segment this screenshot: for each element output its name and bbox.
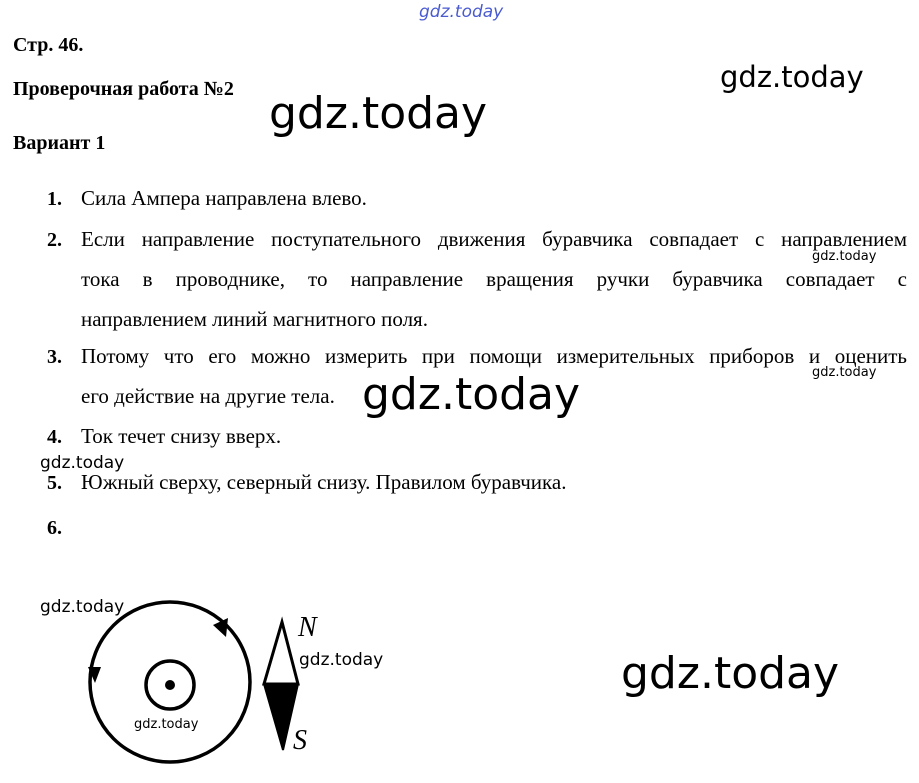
answer-number-1: 1.: [47, 188, 62, 210]
answer-2-line-2: тока в проводнике, то направление вращения ручки буравчика совпадает с: [81, 267, 907, 291]
work-title: Проверочная работа №2: [13, 78, 234, 100]
answer-3-line-1: Потому что его можно измерить при помощи измерительных приборов и оценить: [81, 344, 907, 368]
watermark-large-3: gdz.today: [621, 648, 840, 699]
watermark-small-2: gdz.today: [812, 365, 877, 380]
watermark-small-5: gdz.today: [299, 650, 384, 670]
pole-south-label: S: [293, 725, 307, 756]
answer-4-line-1: Ток течет снизу вверх.: [81, 424, 282, 448]
answer-2-line-3: направлением линий магнитного поля.: [81, 307, 428, 331]
answer-number-3: 3.: [47, 346, 62, 368]
pole-north-label: N: [298, 612, 317, 643]
watermark-top: gdz.today: [419, 2, 504, 22]
answer-5-line-1: Южный сверху, северный снизу. Правилом буравчика.: [81, 470, 567, 494]
watermark-small-6: gdz.today: [134, 717, 199, 732]
page-title: Стр. 46.: [13, 34, 84, 56]
watermark-small-3: gdz.today: [40, 453, 125, 473]
answer-number-2: 2.: [47, 229, 62, 251]
watermark-large-1: gdz.today: [269, 88, 488, 139]
answer-number-4: 4.: [47, 426, 62, 448]
answer-3-line-2: его действие на другие тела.: [81, 384, 335, 408]
answer-number-6: 6.: [47, 517, 62, 539]
watermark-small-1: gdz.today: [812, 249, 877, 264]
field-line-inner: [146, 661, 194, 709]
answer-1-line-1: Сила Ампера направлена влево.: [81, 186, 367, 210]
variant-title: Вариант 1: [13, 132, 106, 154]
watermark-medium-1: gdz.today: [720, 60, 864, 94]
watermark-small-4: gdz.today: [40, 597, 125, 617]
answer-number-5: 5.: [47, 472, 62, 494]
answer-2-line-1: Если направление поступательного движения буравчика совпадает с направлением: [81, 227, 907, 251]
watermark-large-2: gdz.today: [362, 369, 581, 420]
